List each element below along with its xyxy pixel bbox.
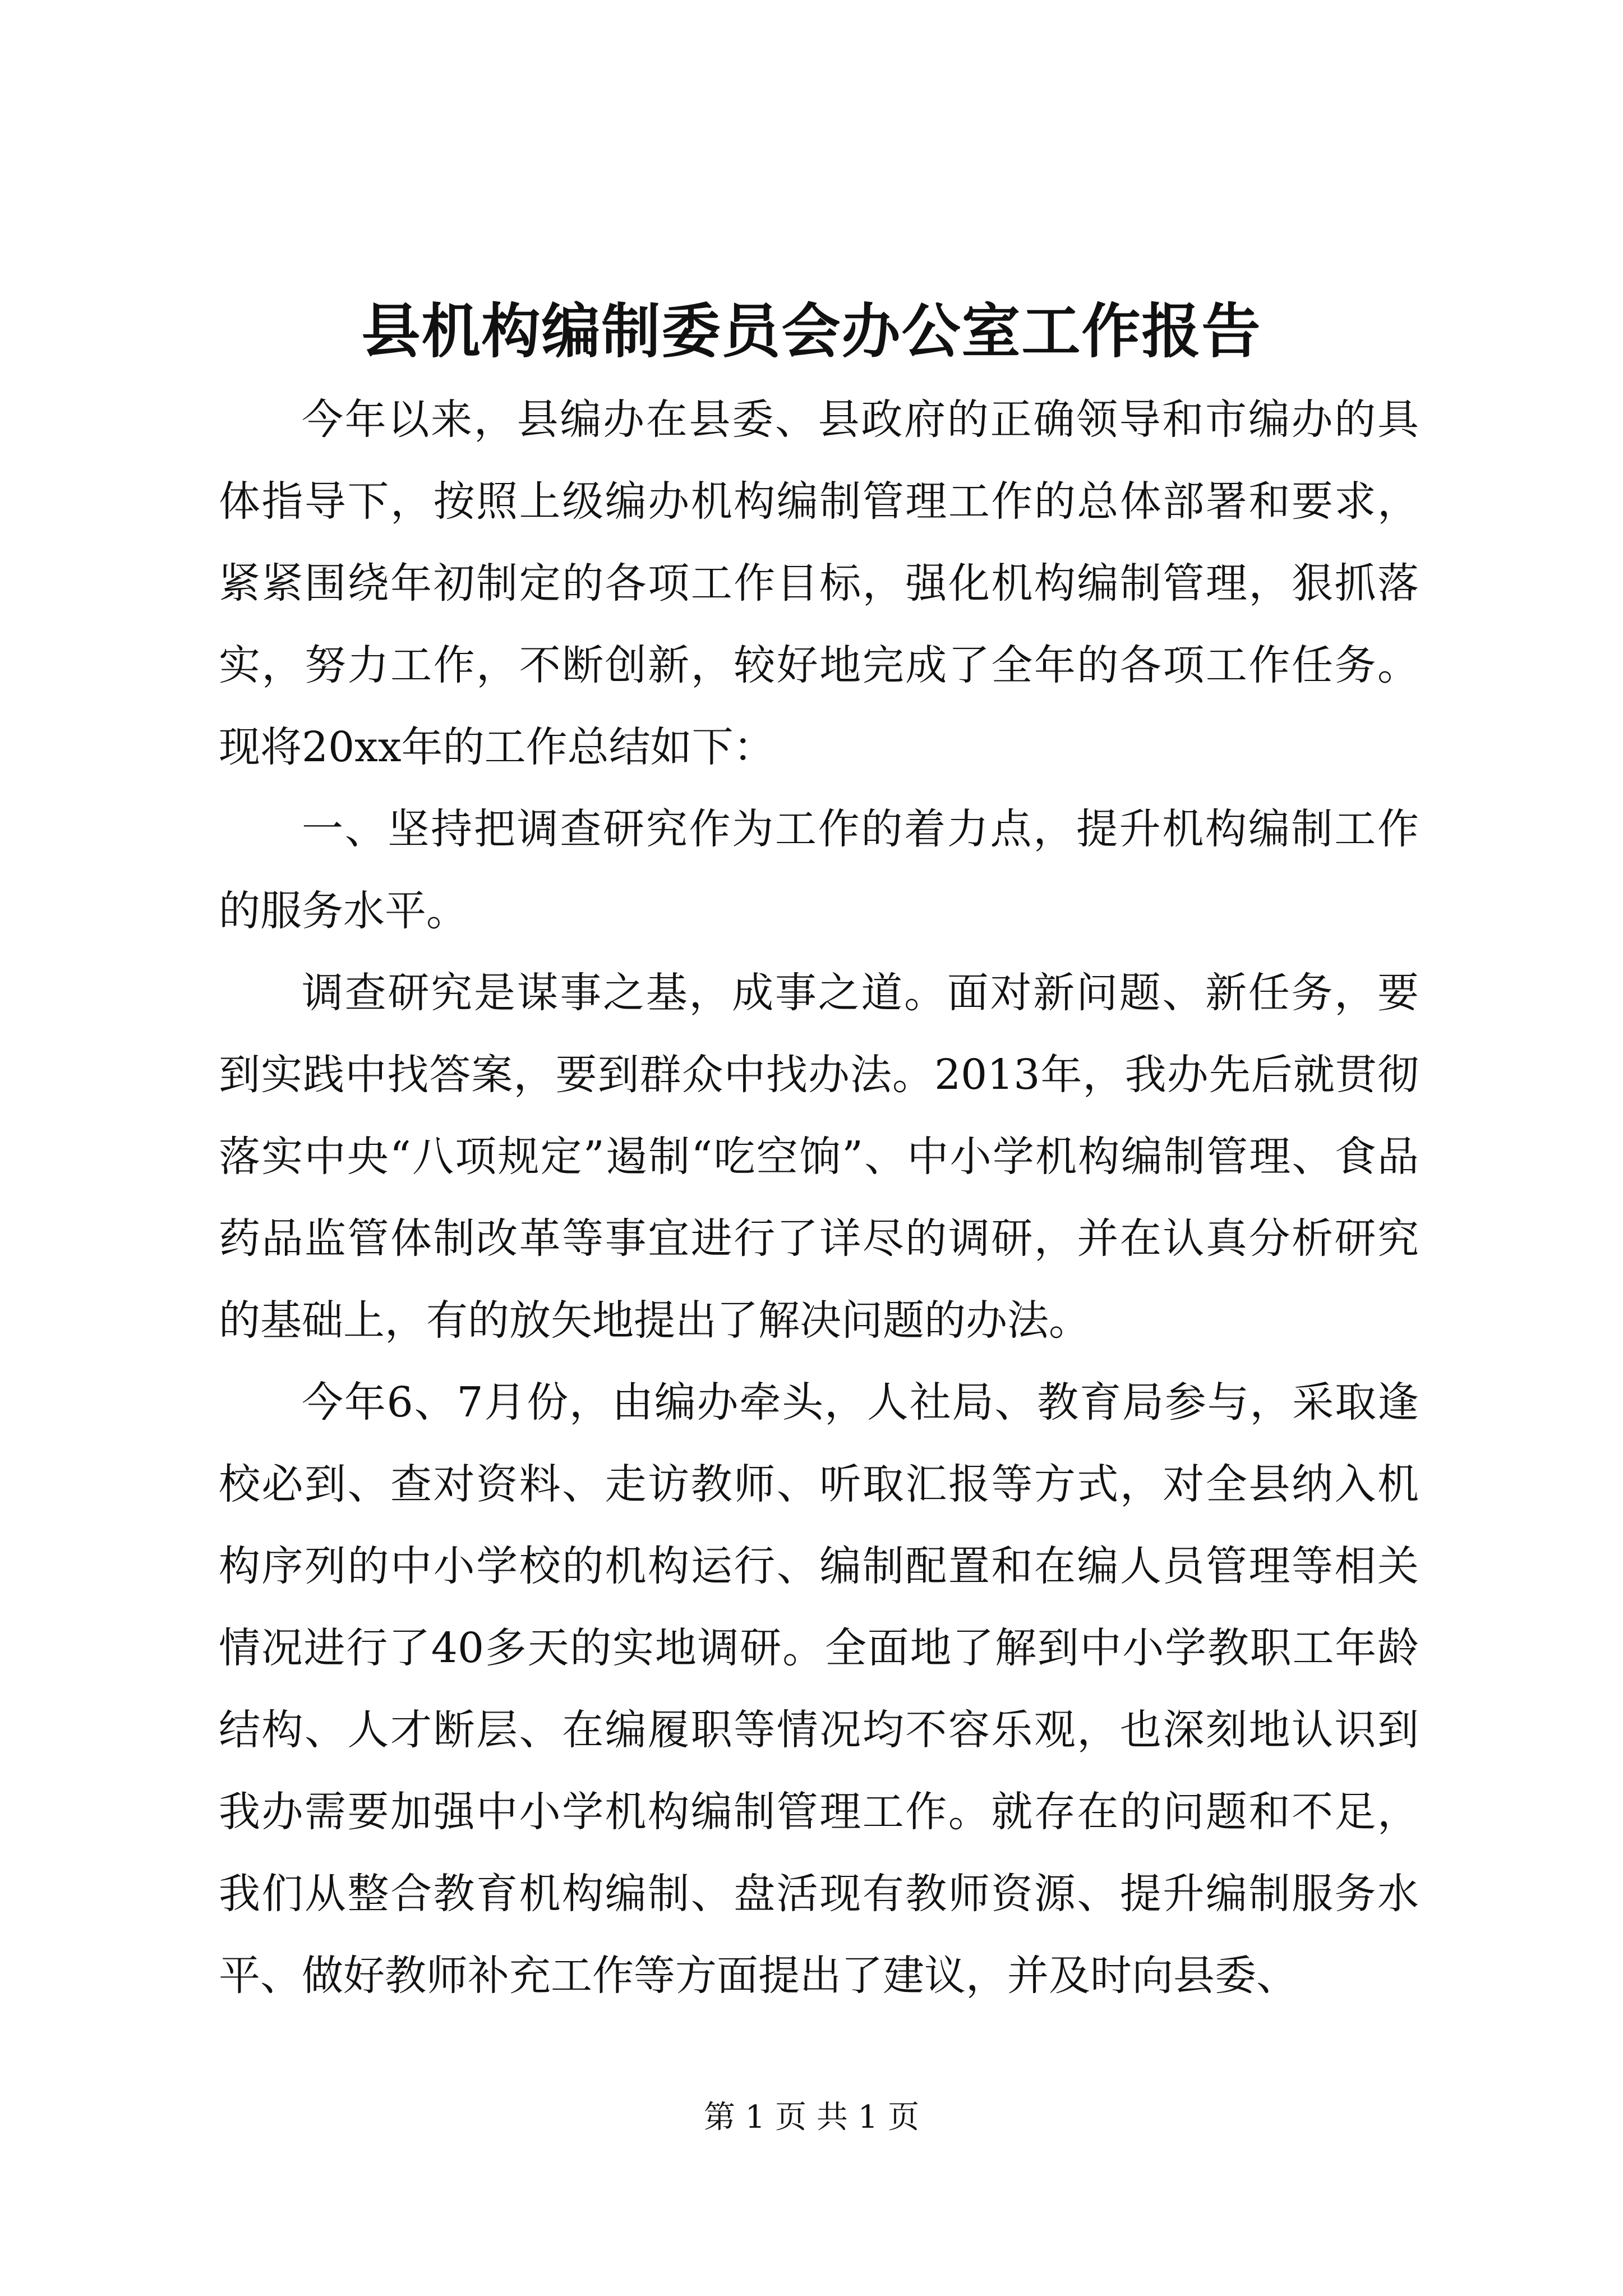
page-footer: 第 1 页 共 1 页 xyxy=(703,2099,920,2136)
paragraph-intro: 今年以来，县编办在县委、县政府的正确领导和市编办的具体指导下，按照上级编办机构编制管理工作的总体部署和要求，紧紧围绕年初制定的各项工作目标，强化机构编制管理，狠抓落实，努力工作，不断创新，较好地完成了全年的各项工作任务。现将20xx年的工作总结如下： xyxy=(219,395,1419,771)
document-body xyxy=(219,379,1419,2017)
document-title: 县机构编制委员会办公室工作报告 xyxy=(361,296,1262,366)
paragraph-section-one-heading: 一、坚持把调查研究作为工作的着力点，提升机构编制工作的服务水平。 xyxy=(219,805,1419,935)
paragraph-research: 调查研究是谋事之基，成事之道。面对新问题、新任务，要到实践中找答案，要到群众中找办法。2013年，我办先后就贯彻落实中央“八项规定”遏制“吃空饷”、中小学机构编制管理、食品药品监管体制改革等事宜进行了详尽的调研，并在认真分析研究的基础上，有的放矢地提出了解决问题的办法。 xyxy=(219,969,1419,1345)
paragraph-field-survey: 今年6、7月份，由编办牵头，人社局、教育局参与，采取逢校必到、查对资料、走访教师、听取汇报等方式，对全县纳入机构序列的中小学校的机构运行、编制配置和在编人员管理等相关情况进行了40多天的实地调研。全面地了解到中小学教职工年龄结构、人才断层、在编履职等情况均不容乐观，也深刻地认识到我办需要加强中小学机构编制管理工作。就存在的问题和不足，我们从整合教育机构编制、盘活现有教师资源、提升编制服务水平、做好教师补充工作等方面提出了建议，并及时向县委、 xyxy=(219,1378,1419,2000)
